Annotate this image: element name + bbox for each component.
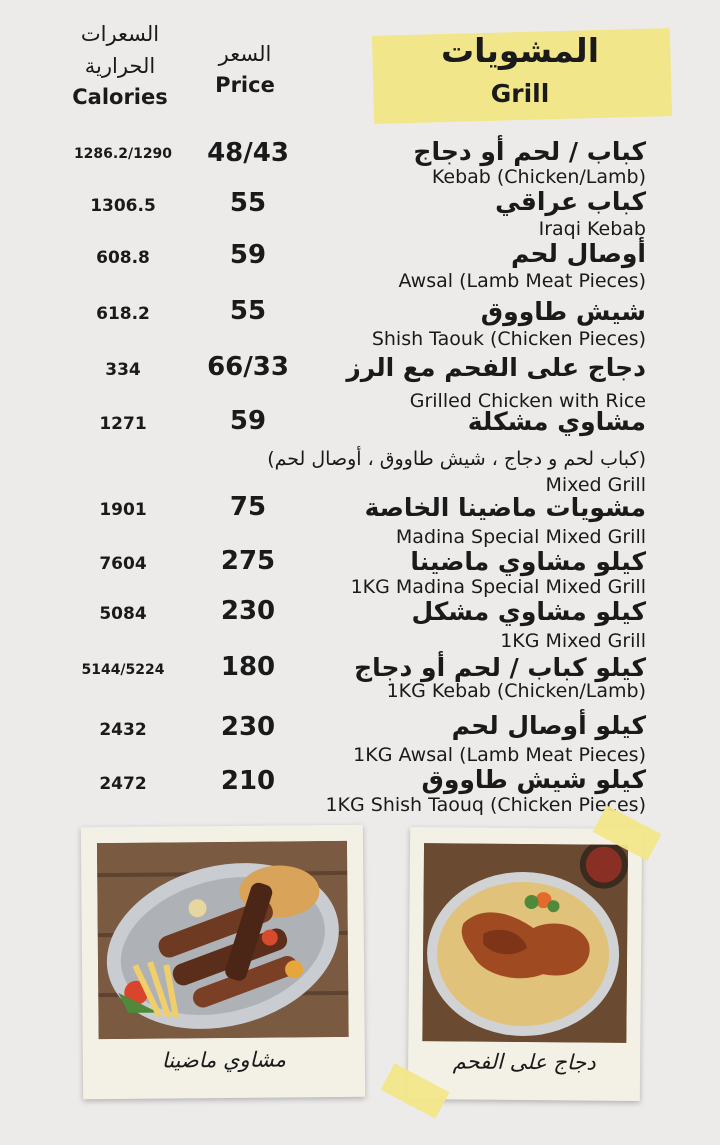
price-header-en: Price [215, 73, 275, 97]
item-description-ar: (كباب لحم و دجاج ، شيش طاووق ، أوصال لحم) [267, 448, 646, 470]
item-name-ar: كيلو مشاوي مشكل [411, 597, 646, 626]
item-name-en: Madina Special Mixed Grill [395, 526, 646, 548]
item-calories: 1286.2/1290 [73, 146, 173, 162]
item-calories: 618.2 [96, 304, 150, 324]
item-name-en: Kebab (Chicken/Lamb) [431, 166, 646, 188]
item-price: 66/33 [207, 352, 289, 382]
item-name-ar: كيلو كباب / لحم أو دجاج [354, 653, 646, 682]
item-price: 55 [229, 188, 267, 218]
section-title-ar: المشويات [440, 31, 600, 70]
item-name-ar: كيلو شيش طاووق [421, 765, 646, 794]
calories-header-ar-2: الحرارية [84, 54, 156, 78]
calories-column-header [60, 18, 180, 112]
grilled-chicken-caption: دجاج على الفحم [452, 1049, 596, 1075]
price-column-header [195, 38, 295, 100]
item-price: 275 [220, 546, 276, 576]
item-calories: 1271 [99, 414, 147, 434]
item-name-ar: كيلو مشاوي ماضينا [410, 547, 646, 576]
item-name-ar: أوصال لحم [510, 239, 646, 268]
item-calories: 608.8 [96, 248, 150, 268]
mixed-grill-illustration [97, 841, 349, 1039]
item-calories: 334 [105, 360, 141, 380]
calories-header-en: Calories [72, 85, 168, 109]
item-price: 210 [220, 766, 276, 796]
item-calories: 1901 [99, 500, 147, 520]
item-calories: 1306.5 [90, 196, 156, 216]
mixed-grill-photo-card [81, 825, 365, 1099]
item-name-ar: كباب / لحم أو دجاج [413, 137, 646, 166]
item-name-ar: مشويات ماضينا الخاصة [364, 493, 646, 522]
mixed-grill-photo [97, 841, 349, 1039]
item-name-en: 1KG Shish Taouq (Chicken Pieces) [325, 794, 646, 816]
item-price: 59 [229, 406, 267, 436]
item-price: 230 [220, 712, 276, 742]
item-name-ar: كباب عراقي [495, 187, 646, 216]
item-name-en: Shish Taouk (Chicken Pieces) [371, 328, 646, 350]
item-name-en: Mixed Grill [545, 474, 646, 496]
item-calories: 7604 [99, 554, 147, 574]
item-name-ar: شيش طاووق [480, 297, 646, 326]
calories-header-ar-1: السعرات [80, 22, 160, 46]
grilled-chicken-illustration [422, 843, 628, 1043]
item-name-ar: مشاوي مشكلة [467, 407, 646, 436]
item-price: 75 [229, 492, 267, 522]
item-name-en: Iraqi Kebab [538, 218, 646, 240]
item-name-en: 1KG Mixed Grill [500, 630, 646, 652]
item-price: 180 [220, 652, 276, 682]
item-calories: 2432 [99, 720, 147, 740]
item-name-en: Grilled Chicken with Rice [409, 390, 646, 412]
item-name-en: 1KG Kebab (Chicken/Lamb) [386, 680, 646, 702]
item-price: 55 [229, 296, 267, 326]
item-price: 59 [229, 240, 267, 270]
item-name-en: 1KG Awsal (Lamb Meat Pieces) [353, 744, 646, 766]
item-calories: 5084 [99, 604, 147, 624]
grilled-chicken-photo-card [408, 827, 642, 1101]
item-calories: 5144/5224 [81, 662, 165, 678]
price-header-ar: السعر [218, 42, 272, 66]
item-name-ar: كيلو أوصال لحم [451, 711, 646, 740]
section-title-en: Grill [490, 79, 550, 108]
item-name-en: Awsal (Lamb Meat Pieces) [398, 270, 646, 292]
item-name-en: 1KG Madina Special Mixed Grill [350, 576, 646, 598]
item-name-ar: دجاج على الفحم مع الرز [346, 353, 646, 382]
item-price: 48/43 [207, 138, 289, 168]
mixed-grill-caption: مشاوي ماضينا [161, 1047, 287, 1073]
item-calories: 2472 [99, 774, 147, 794]
item-price: 230 [220, 596, 276, 626]
grilled-chicken-photo [422, 843, 628, 1043]
